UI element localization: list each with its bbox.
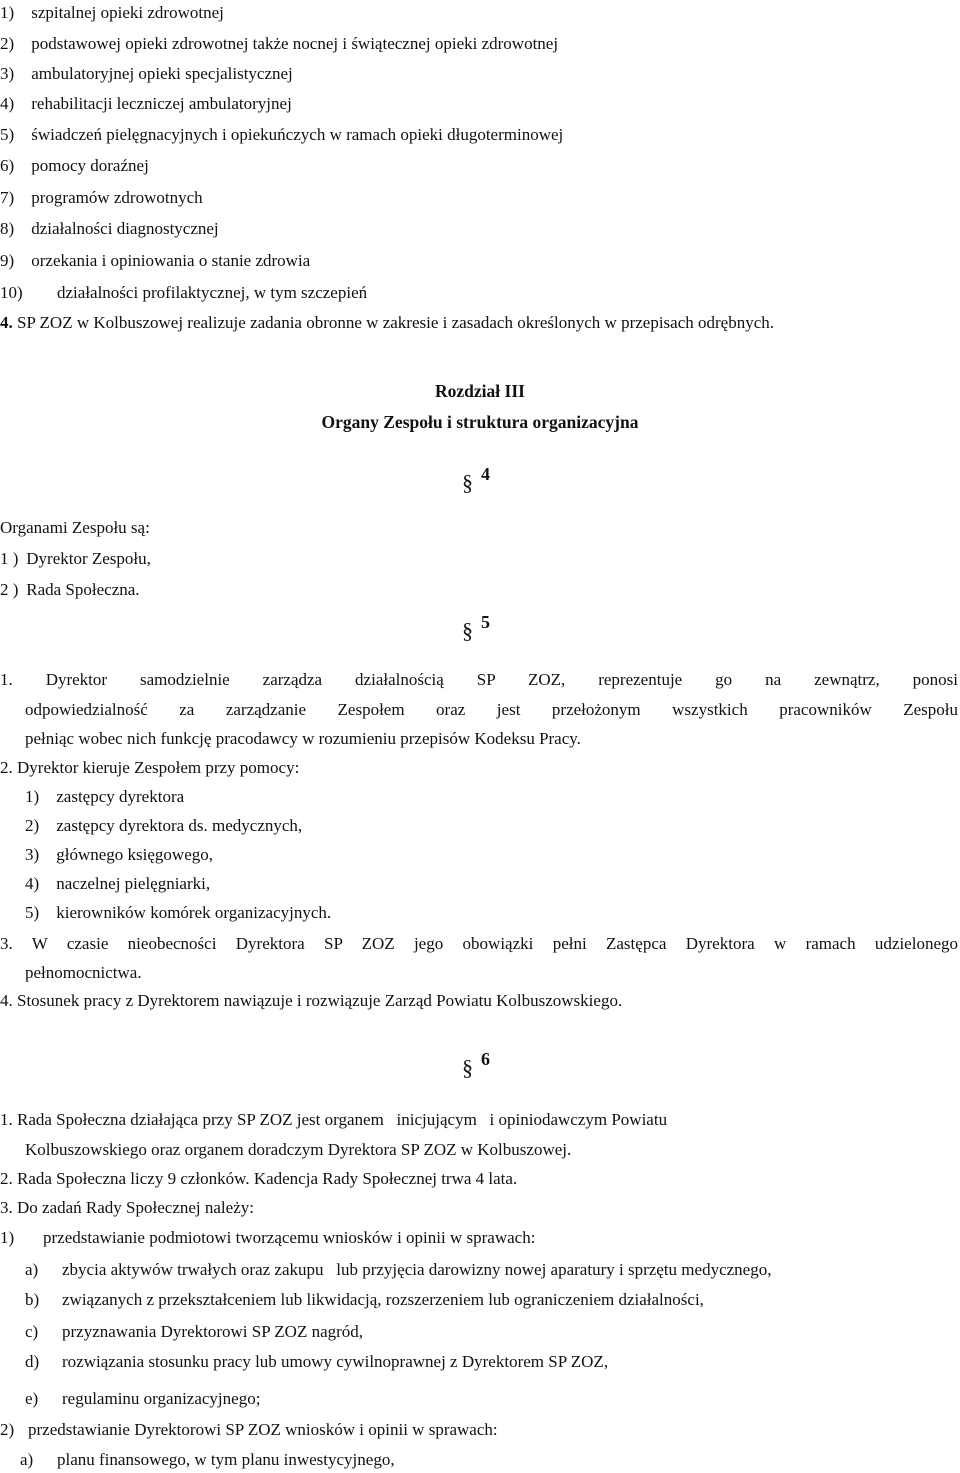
- paragraph: [0, 1198, 254, 1218]
- list-item: [0, 34, 558, 54]
- list-number: 9): [0, 251, 15, 270]
- list-item: [0, 188, 203, 208]
- list-item: [25, 1389, 260, 1409]
- paragraph-text: Dyrektor samodzielnie zarządza działalnością SP ZOZ, reprezentuje go na zewnątrz, ponosi: [45, 670, 958, 689]
- paragraph-text: SP ZOZ w Kolbuszowej realizuje zadania obronne w zakresie i zasadach określonych w przepisach odrębnych.: [17, 313, 775, 332]
- paragraph: [0, 1110, 667, 1130]
- section-symbol: §: [462, 618, 473, 643]
- paragraph-number: 4.: [0, 991, 13, 1010]
- list-number: 3): [25, 845, 40, 864]
- list-item: [0, 3, 224, 23]
- list-number: 6): [0, 156, 15, 175]
- organs-intro: Organami Zespołu są:: [0, 518, 150, 537]
- list-item: [25, 787, 184, 807]
- list-number: a): [20, 1450, 34, 1469]
- list-item: [0, 64, 293, 84]
- section-heading: [462, 1045, 490, 1080]
- chapter-subtitle: Organy Zespołu i struktura organizacyjna: [321, 412, 639, 432]
- paragraph-text: Stosunek pracy z Dyrektorem nawiązuje i rozwiązuje Zarząd Powiatu Kolbuszowskiego.: [17, 991, 623, 1010]
- paragraph-text: Dyrektor kieruje Zespołem przy pomocy:: [17, 758, 300, 777]
- list-item: [25, 1322, 363, 1342]
- list-number: 4): [25, 874, 40, 893]
- list-item: [0, 219, 219, 239]
- list-text: przedstawianie podmiotowi tworzącemu wniosków i opinii w sprawach:: [43, 1228, 536, 1247]
- section-symbol: §: [462, 1055, 473, 1080]
- paragraph-text: Rada Społeczna liczy 9 członków. Kadencja Rady Społecznej trwa 4 lata.: [17, 1169, 518, 1188]
- list-item: [0, 1420, 498, 1440]
- paragraph: [0, 313, 774, 333]
- list-text: kierowników komórek organizacyjnych.: [56, 903, 332, 922]
- list-number: c): [25, 1322, 39, 1341]
- section-symbol: §: [462, 470, 473, 495]
- paragraph-number: 3.: [0, 1198, 13, 1217]
- list-item: [0, 283, 367, 303]
- list-number: 5): [0, 125, 15, 144]
- list-text: działalności diagnostycznej: [31, 219, 219, 238]
- list-text: zastępcy dyrektora: [56, 787, 185, 806]
- list-number: 1): [25, 787, 40, 806]
- list-text: świadczeń pielęgnacyjnych i opiekuńczych w ramach opieki długoterminowej: [31, 125, 564, 144]
- list-text: planu finansowego, w tym planu inwestycyjnego,: [57, 1450, 395, 1469]
- list-text: Dyrektor Zespołu,: [26, 549, 151, 568]
- paragraph-line: pełniąc wobec nich funkcję pracodawcy w rozumieniu przepisów Kodeksu Pracy.: [25, 729, 581, 748]
- paragraph-number: 2.: [0, 758, 13, 777]
- list-text: regulaminu organizacyjnego;: [62, 1389, 261, 1408]
- list-text: pomocy doraźnej: [31, 156, 149, 175]
- paragraph: [0, 991, 622, 1011]
- list-text: szpitalnej opieki zdrowotnej: [31, 3, 224, 22]
- list-number: 4): [0, 94, 15, 113]
- list-item: [25, 845, 213, 865]
- section-heading: [462, 460, 490, 495]
- list-item: [0, 125, 563, 145]
- paragraph-number: 2.: [0, 1169, 13, 1188]
- list-item: [25, 1290, 704, 1310]
- list-number: d): [25, 1352, 40, 1371]
- section-number: 6: [481, 1049, 490, 1069]
- list-item: [0, 156, 149, 176]
- paragraph-number: 3.: [0, 934, 13, 953]
- list-number: 5): [25, 903, 40, 922]
- list-text: przyznawania Dyrektorowi SP ZOZ nagród,: [62, 1322, 364, 1341]
- list-number: 2): [0, 1420, 15, 1439]
- list-item: [25, 816, 302, 836]
- list-text: rehabilitacji leczniczej ambulatoryjnej: [31, 94, 292, 113]
- paragraph-line: pełnomocnictwa.: [25, 963, 142, 982]
- list-number: a): [25, 1260, 39, 1279]
- list-text: programów zdrowotnych: [31, 188, 203, 207]
- paragraph-text: W czasie nieobecności Dyrektora SP ZOZ jego obowiązki pełni Zastępca Dyrektora w ramach udzielonego: [31, 934, 959, 953]
- list-text: ambulatoryjnej opieki specjalistycznej: [31, 64, 293, 83]
- list-number: 2 ): [0, 580, 19, 599]
- list-text: działalności profilaktycznej, w tym szczepień: [57, 283, 368, 302]
- list-item: [20, 1450, 395, 1470]
- list-item: [0, 251, 310, 271]
- list-item: [25, 1352, 608, 1372]
- list-item: [25, 903, 331, 923]
- list-number: 7): [0, 188, 15, 207]
- chapter-title: Rozdział III: [435, 381, 525, 401]
- paragraph-line: Kolbuszowskiego oraz organem doradczym Dyrektora SP ZOZ w Kolbuszowej.: [25, 1140, 572, 1159]
- list-number: 8): [0, 219, 15, 238]
- paragraph: [0, 670, 958, 690]
- list-text: rozwiązania stosunku pracy lub umowy cywilnoprawnej z Dyrektorem SP ZOZ,: [62, 1352, 609, 1371]
- list-item: [0, 1228, 535, 1248]
- list-text: Rada Społeczna.: [26, 580, 140, 599]
- paragraph-text: Do zadań Rady Społecznej należy:: [17, 1198, 254, 1217]
- list-text: zastępcy dyrektora ds. medycznych,: [56, 816, 303, 835]
- list-number: 1 ): [0, 549, 19, 568]
- list-text: zbycia aktywów trwałych oraz zakupu lub przyjęcia darowizny nowej aparatury i sprzętu medycznego,: [62, 1260, 772, 1279]
- list-item: [0, 94, 292, 114]
- paragraph: [0, 1169, 517, 1189]
- list-text: przedstawianie Dyrektorowi SP ZOZ wniosków i opinii w sprawach:: [28, 1420, 498, 1439]
- paragraph-number: 4.: [0, 313, 13, 332]
- list-item: [25, 1260, 771, 1280]
- paragraph-line: odpowiedzialność za zarządzanie Zespołem oraz jest przełożonym wszystkich pracowników Zespołu: [25, 700, 958, 719]
- list-text: orzekania i opiniowania o stanie zdrowia: [31, 251, 311, 270]
- list-number: 2): [25, 816, 40, 835]
- section-heading: [462, 608, 490, 643]
- list-number: 10): [0, 283, 23, 302]
- list-text: związanych z przekształceniem lub likwidacją, rozszerzeniem lub ograniczeniem działalności,: [62, 1290, 704, 1309]
- list-text: głównego księgowego,: [56, 845, 214, 864]
- paragraph-number: 1.: [0, 670, 13, 689]
- list-item: [0, 580, 140, 600]
- paragraph-number: 1.: [0, 1110, 13, 1129]
- list-item: [25, 874, 210, 894]
- list-number: 1): [0, 1228, 15, 1247]
- list-number: b): [25, 1290, 40, 1309]
- list-item: [0, 549, 151, 569]
- list-number: 3): [0, 64, 15, 83]
- list-number: 1): [0, 3, 15, 22]
- paragraph-text: Rada Społeczna działająca przy SP ZOZ jest organem inicjującym i opiniodawczym Powiatu: [17, 1110, 668, 1129]
- section-number: 5: [481, 612, 490, 632]
- paragraph: [0, 758, 299, 778]
- section-number: 4: [481, 464, 490, 484]
- list-text: naczelnej pielęgniarki,: [56, 874, 211, 893]
- list-text: podstawowej opieki zdrowotnej także nocnej i świątecznej opieki zdrowotnej: [31, 34, 559, 53]
- list-number: 2): [0, 34, 15, 53]
- list-number: e): [25, 1389, 39, 1408]
- paragraph: [0, 934, 958, 954]
